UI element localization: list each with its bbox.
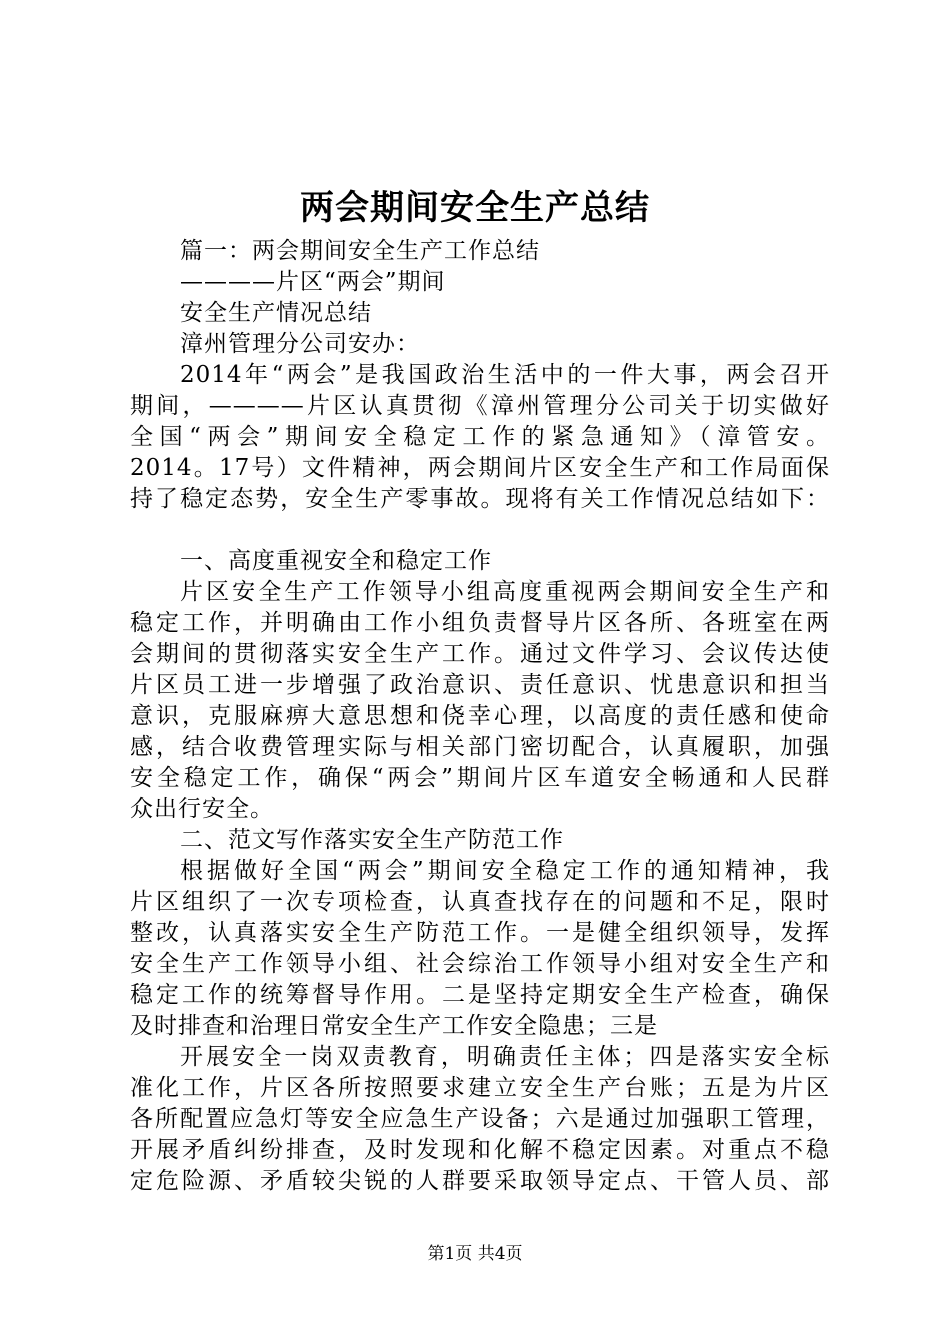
document-title: 两会期间安全生产总结 (300, 188, 650, 228)
text-line: ————片区“两会”期间 (180, 269, 446, 295)
text-line: 一、高度重视安全和稳定工作 (180, 548, 492, 574)
text-line: 2014年“两会”是我国政治生活中的一件大事，两会召开 (180, 362, 830, 388)
text-line: 安全生产情况总结 (180, 300, 372, 326)
text-line: 全国“两会”期间安全稳定工作的紧急通知》（漳管安。 (130, 424, 830, 450)
text-line: 二、范文写作落实安全生产防范工作 (180, 827, 564, 853)
text-line: 稳定工作，并明确由工作小组负责督导片区各所、各班室在两 (130, 610, 830, 636)
text-line: 意识，克服麻痹大意思想和侥幸心理，以高度的责任感和使命 (130, 703, 830, 729)
text-line: 整改，认真落实安全生产防范工作。一是健全组织领导，发挥 (130, 920, 830, 946)
text-line: 定危险源、矛盾较尖锐的人群要采取领导定点、干管人员、部 (130, 1168, 830, 1194)
text-line: 2014。17号）文件精神，两会期间片区安全生产和工作局面保 (130, 455, 830, 481)
text-line: 准化工作，片区各所按照要求建立安全生产台账；五是为片区 (130, 1075, 830, 1101)
document-body (130, 236, 830, 1197)
text-line: 期间，————片区认真贯彻《漳州管理分公司关于切实做好 (130, 393, 830, 419)
text-line: 片区员工进一步增强了政治意识、责任意识、忧患意识和担当 (130, 672, 830, 698)
text-line: 安全稳定工作，确保“两会”期间片区车道安全畅通和人民群 (130, 765, 830, 791)
text-line: 片区组织了一次专项检查，认真查找存在的问题和不足，限时 (130, 889, 830, 915)
text-line: 感，结合收费管理实际与相关部门密切配合，认真履职，加强 (130, 734, 830, 760)
text-line: 篇一：两会期间安全生产工作总结 (180, 238, 540, 264)
text-line: 漳州管理分公司安办： (180, 331, 420, 357)
text-line: 安全生产工作领导小组、社会综治工作领导小组对安全生产和 (130, 951, 830, 977)
text-line: 开展矛盾纠纷排查，及时发现和化解不稳定因素。对重点不稳 (130, 1137, 830, 1163)
text-line: 片区安全生产工作领导小组高度重视两会期间安全生产和 (180, 579, 830, 605)
page-footer: 第1页 共4页 (427, 1244, 523, 1264)
text-line: 根据做好全国“两会”期间安全稳定工作的通知精神，我 (180, 858, 830, 884)
text-line: 及时排查和治理日常安全生产工作安全隐患；三是 (130, 1013, 658, 1039)
text-line: 稳定工作的统筹督导作用。二是坚持定期安全生产检查，确保 (130, 982, 830, 1008)
text-line: 各所配置应急灯等安全应急生产设备；六是通过加强职工管理， (130, 1106, 830, 1132)
text-line: 会期间的贯彻落实安全生产工作。通过文件学习、会议传达使 (130, 641, 830, 667)
text-line: 开展安全一岗双责教育，明确责任主体；四是落实安全标 (180, 1044, 830, 1070)
paragraph-gap (130, 515, 830, 546)
text-line: 众出行安全。 (130, 796, 274, 822)
text-line: 持了稳定态势，安全生产零事故。现将有关工作情况总结如下： (130, 486, 830, 512)
